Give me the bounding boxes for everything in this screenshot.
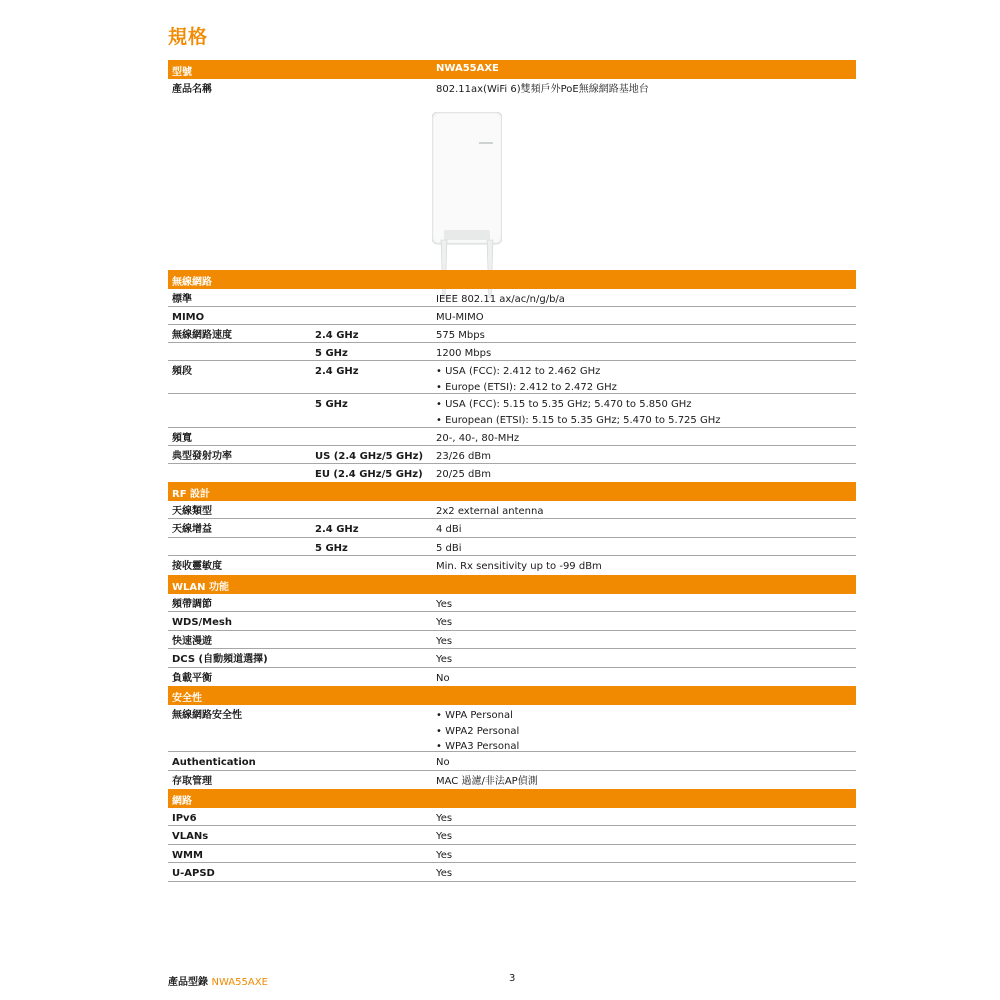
footer-label: 產品型錄	[168, 977, 208, 988]
spec-label: 標準	[172, 294, 192, 305]
spec-sub-label: 5 GHz	[315, 348, 348, 359]
spec-value	[436, 559, 602, 575]
spec-value	[436, 541, 462, 557]
spec-value	[436, 597, 452, 613]
section-header	[168, 575, 856, 594]
spec-value	[436, 811, 452, 827]
spec-row	[168, 752, 856, 771]
spec-value	[436, 708, 519, 755]
spec-value	[436, 449, 491, 465]
product-name-row	[168, 79, 856, 98]
spec-label: 典型發射功率	[172, 451, 232, 462]
spec-label: WDS/Mesh	[172, 617, 232, 628]
spec-row	[168, 343, 856, 361]
spec-value-line: • USA (FCC): 2.412 to 2.462 GHz	[436, 366, 601, 377]
spec-value	[436, 310, 484, 326]
spec-row	[168, 464, 856, 482]
spec-value-line: 4 dBi	[436, 524, 462, 535]
spec-value-line: Yes	[436, 636, 453, 647]
spec-value-line: 23/26 dBm	[436, 451, 491, 462]
spec-value	[436, 829, 452, 845]
spec-value-line: Yes	[436, 850, 453, 861]
spec-label: VLANs	[172, 831, 209, 842]
spec-value-line: 2x2 external antenna	[436, 506, 544, 517]
spec-value	[436, 328, 485, 344]
spec-value	[436, 848, 452, 864]
spec-row	[168, 594, 856, 612]
spec-label: DCS (自動頻道選擇)	[172, 654, 268, 665]
spec-row	[168, 325, 856, 343]
spec-value	[436, 774, 538, 790]
spec-sub-label: 5 GHz	[315, 399, 348, 410]
spec-label: 頻寬	[172, 433, 192, 444]
spec-row	[168, 428, 856, 446]
product-name-label: 產品名稱	[172, 84, 212, 95]
spec-value-line: MAC 過濾/非法AP偵測	[436, 776, 538, 787]
spec-sub-label: 2.4 GHz	[315, 524, 359, 535]
spec-label: 負載平衡	[172, 673, 212, 684]
spec-value	[436, 504, 544, 520]
spec-value-line: • European (ETSI): 5.15 to 5.35 GHz; 5.470 to 5.725 GHz	[436, 414, 721, 426]
spec-value	[436, 615, 452, 631]
spec-label: WMM	[172, 850, 203, 861]
spec-value-line: No	[436, 757, 450, 768]
spec-value	[436, 522, 462, 538]
spec-label: 天線類型	[172, 506, 212, 517]
spec-value	[436, 346, 491, 362]
spec-row	[168, 361, 856, 394]
spec-row	[168, 705, 856, 752]
spec-label: U-APSD	[172, 868, 215, 879]
spec-row	[168, 501, 856, 519]
spec-value-line: 5 dBi	[436, 543, 462, 554]
spec-value-line: • USA (FCC): 5.15 to 5.35 GHz; 5.470 to 5.850 GHz	[436, 399, 692, 410]
spec-value-line: No	[436, 673, 450, 684]
spec-sub-label: US (2.4 GHz/5 GHz)	[315, 451, 424, 462]
footer-catalog	[168, 973, 268, 988]
footer-model: NWA55AXE	[211, 977, 268, 988]
spec-label: Authentication	[172, 757, 256, 768]
spec-value	[436, 634, 452, 650]
spec-label: 無線網路速度	[172, 330, 232, 341]
spec-row	[168, 826, 856, 845]
spec-value	[436, 467, 491, 483]
spec-row	[168, 612, 856, 631]
spec-sections	[168, 270, 856, 882]
spec-row	[168, 307, 856, 325]
spec-value-line: Yes	[436, 617, 453, 628]
spec-label: MIMO	[172, 312, 205, 323]
section-header	[168, 270, 856, 289]
spec-row	[168, 446, 856, 464]
product-name-value: 802.11ax(WiFi 6)雙頻戶外PoE無線網路基地台	[436, 84, 649, 95]
spec-value	[436, 671, 450, 687]
spec-label: 頻帶調節	[172, 599, 212, 610]
spec-value	[436, 755, 450, 771]
spec-sub-label: 2.4 GHz	[315, 330, 359, 341]
spec-row	[168, 394, 856, 428]
model-header-label: 型號	[172, 67, 192, 78]
spec-row	[168, 556, 856, 575]
spec-value-line: • WPA Personal	[436, 710, 513, 721]
spec-value-line: 1200 Mbps	[436, 348, 492, 359]
section-title: 安全性	[172, 693, 202, 704]
spec-row	[168, 771, 856, 789]
model-header-value: NWA55AXE	[436, 63, 499, 74]
spec-label: 存取管理	[172, 776, 212, 787]
spec-value	[436, 652, 452, 668]
spec-value-line: • Europe (ETSI): 2.412 to 2.472 GHz	[436, 381, 617, 393]
spec-label: 接收靈敏度	[172, 561, 222, 572]
spec-value	[436, 397, 720, 428]
spec-sub-label: 2.4 GHz	[315, 366, 359, 377]
section-header	[168, 482, 856, 501]
spec-value-line: Yes	[436, 868, 453, 879]
spec-row	[168, 289, 856, 307]
spec-row	[168, 519, 856, 538]
spec-label: 快速漫遊	[172, 636, 212, 647]
spec-row	[168, 538, 856, 556]
product-image-area	[168, 98, 856, 270]
spec-value	[436, 866, 452, 882]
spec-value	[436, 364, 617, 395]
page-title: 規格	[168, 26, 209, 48]
spec-value-line: Yes	[436, 813, 453, 824]
model-header	[168, 60, 856, 79]
section-title: WLAN 功能	[172, 582, 229, 593]
spec-table	[168, 60, 856, 882]
spec-value-line: Yes	[436, 831, 453, 842]
spec-value-line: 20-, 40-, 80-MHz	[436, 433, 520, 444]
spec-sub-label: EU (2.4 GHz/5 GHz)	[315, 469, 423, 480]
spec-row	[168, 845, 856, 863]
section-title: RF 設計	[172, 489, 211, 500]
spec-value-line: • WPA3 Personal	[436, 741, 520, 752]
spec-value	[436, 292, 565, 308]
spec-value	[436, 431, 519, 447]
spec-value-line: Yes	[436, 654, 453, 665]
spec-value-line: 20/25 dBm	[436, 469, 491, 480]
spec-value-line: 575 Mbps	[436, 330, 485, 341]
spec-value-line: Yes	[436, 599, 453, 610]
spec-label: 頻段	[172, 366, 192, 377]
spec-label: 天線增益	[172, 524, 212, 535]
spec-row	[168, 631, 856, 649]
page-number: 3	[509, 973, 516, 984]
spec-row	[168, 808, 856, 826]
spec-sub-label: 5 GHz	[315, 543, 348, 554]
section-title: 無線網路	[172, 277, 212, 288]
spec-label: IPv6	[172, 813, 197, 824]
section-header	[168, 686, 856, 705]
spec-row	[168, 649, 856, 668]
spec-value-line: Min. Rx sensitivity up to -99 dBm	[436, 561, 602, 572]
spec-row	[168, 863, 856, 882]
spec-value-line: • WPA2 Personal	[436, 725, 520, 737]
spec-row	[168, 668, 856, 686]
spec-label: 無線網路安全性	[172, 710, 242, 721]
section-header	[168, 789, 856, 808]
spec-value-line: IEEE 802.11 ax/ac/n/g/b/a	[436, 294, 565, 305]
spec-value-line: MU-MIMO	[436, 312, 484, 323]
section-title: 網路	[172, 796, 192, 807]
